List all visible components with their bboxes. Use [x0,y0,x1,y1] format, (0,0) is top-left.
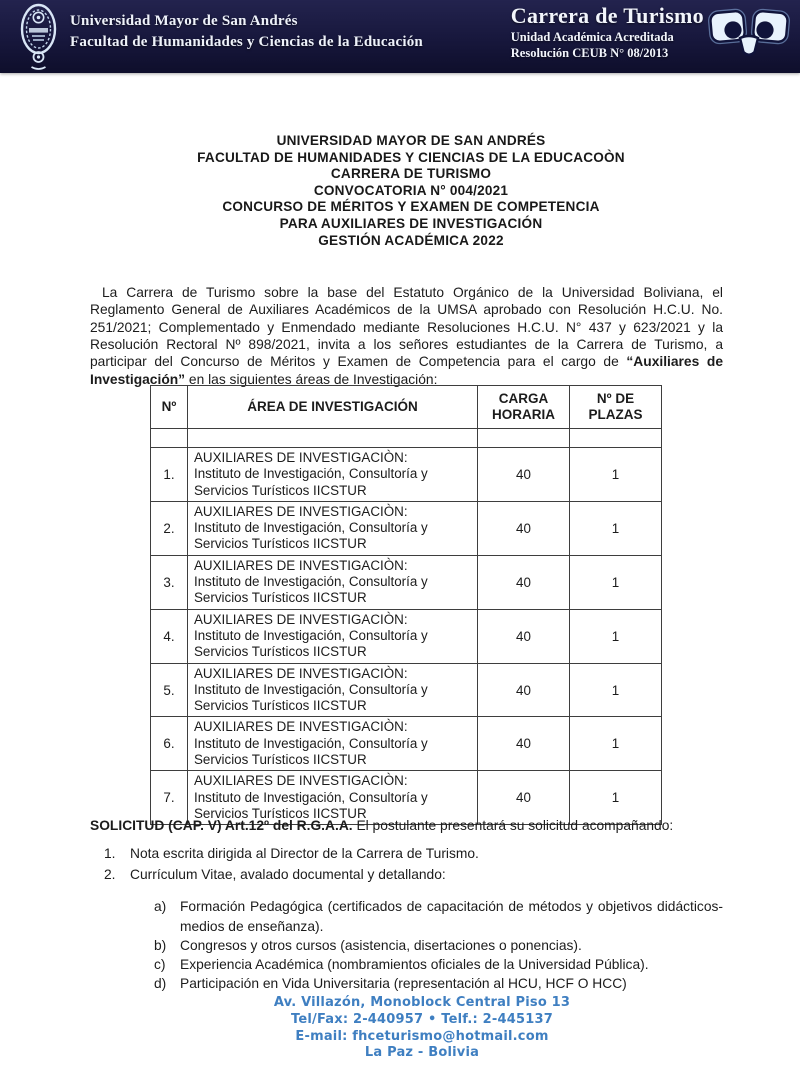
solicitud-heading-bold: SOLICITUD (CAP. V) Art.12º del R.G.A.A. [90,818,353,833]
row-plazas: 1 [570,663,662,717]
row-number: 4. [151,609,188,663]
table-row [151,501,662,555]
vacancies-table [150,385,662,825]
row-carga-horaria: 40 [478,448,570,502]
row-area-line3: Servicios Turísticos IICSTUR [194,752,367,768]
item-label: 1. [104,846,116,862]
row-plazas: 1 [570,448,662,502]
row-area-line2: Instituto de Investigación, Consultoría y [194,789,428,805]
row-plazas: 1 [570,501,662,555]
row-area-line1: AUXILIARES DE INVESTIGACIÒN: [194,450,408,465]
title-line: GESTIÓN ACADÉMICA 2022 [318,232,504,248]
header-accreditation: Unidad Académica Acreditada [510,30,674,44]
header-right-text [511,3,704,61]
solicitud-heading-rest: El postulante presentará su solicitud acompañando: [352,818,674,833]
document-title-block [11,133,800,249]
list-item [104,865,723,886]
row-carga-horaria: 40 [478,501,570,555]
solicitud-lettered-list [90,897,723,993]
header-resolution: Resolución CEUB N° 08/2013 [510,46,669,60]
row-area [188,609,478,663]
row-area-line2: Instituto de Investigación, Consultoría y [194,735,428,751]
list-item [104,844,723,865]
header-faculty: Facultad de Humanidades y Ciencias de la Educación [70,34,423,50]
title-line: CONCURSO DE MÉRITOS Y EXAMEN DE COMPETENCIA [222,199,600,215]
row-area-line1: AUXILIARES DE INVESTIGACIÒN: [194,719,408,735]
solicitud-numbered-list [90,844,723,885]
list-item [154,936,723,955]
footer-phones: Tel/Fax: 2-440957 • Telf.: 2-445137 [291,1011,553,1027]
row-area [188,501,478,555]
row-area-line3: Servicios Turísticos IICSTUR [194,590,367,606]
intro-paragraph [90,284,723,388]
intro-text-after: en las siguientes áreas de Investigación: [185,371,438,387]
row-plazas: 1 [570,555,662,609]
item-label: c) [154,957,166,973]
row-carga-horaria: 40 [478,555,570,609]
table-header-row [151,386,662,429]
header-university: Universidad Mayor de San Andrés [70,13,298,29]
row-area-line3: Servicios Turísticos IICSTUR [194,482,367,498]
intro-text-before: La Carrera de Turismo sobre la base del Estatuto Orgánico de la Universidad Boliviana, el Reglamento General de Auxiliares Académicos de la UMSA aprobado con Resolución H.C.U. No. 251/2021; Complementado y Enmendado mediante Resoluciones H.C.U. N° 437 y 623/2021 y la Resolución Rectoral Nº 898/2021, invita a los señores estudiantes de la Carrera de Turismo, a participar del Concurso de Méritos y Examen de Competencia para el cargo de [90,284,723,370]
title-line: CONVOCATORIA N° 004/2021 [313,182,509,198]
header-cell-area: ÁREA DE INVESTIGACIÓN [188,386,478,429]
item-label: d) [154,976,167,992]
table-row [151,663,662,717]
item-label: 2. [104,866,116,882]
row-area-line2: Instituto de Investigación, Consultoría y [194,681,428,697]
table-row [151,448,662,502]
item-text: Congresos y otros cursos (asistencia, disertaciones o ponencias). [180,937,582,953]
row-area-line2: Instituto de Investigación, Consultoría y [194,574,428,590]
title-line: CARRERA DE TURISMO [330,166,492,182]
row-area [188,555,478,609]
title-line: FACULTAD DE HUMANIDADES Y CIENCIAS DE LA EDUCACOÒN [197,149,625,165]
row-area-line1: AUXILIARES DE INVESTIGACIÒN: [194,773,408,789]
item-text: Formación Pedagógica (certificados de capacitación de métodos y objetivos didácticos-medios de enseñanza). [180,899,723,934]
item-text: Currículum Vitae, avalado documental y detallando: [130,866,446,882]
row-carga-horaria: 40 [478,609,570,663]
row-area-line3: Servicios Turísticos IICSTUR [194,698,367,714]
row-area-line2: Instituto de Investigación, Consultoría y [194,466,428,482]
footer-email: E-mail: fhceturismo@hotmail.com [295,1028,549,1044]
row-plazas: 1 [570,771,662,825]
row-plazas: 1 [570,609,662,663]
item-text: Experiencia Académica (nombramientos oficiales de la Universidad Pública). [180,957,649,973]
row-number: 6. [151,717,188,771]
intro-bold-phrase: “Auxiliares de Investigación” [90,354,723,387]
solicitud-section [90,817,723,993]
row-area-line2: Instituto de Investigación, Consultoría y [194,627,428,643]
row-area-line1: AUXILIARES DE INVESTIGACIÒN: [194,611,408,627]
footer-address: Av. Villazón, Monoblock Central Piso 13 [273,995,571,1010]
row-area-line3: Servicios Turísticos IICSTUR [194,805,367,821]
header-left-text [70,11,423,53]
row-area-line3: Servicios Turísticos IICSTUR [194,644,367,660]
row-number: 2. [151,501,188,555]
row-area-line2: Instituto de Investigación, Consultoría y [194,520,428,536]
table-row [151,609,662,663]
row-carga-horaria: 40 [478,717,570,771]
table-spacer-row [151,429,662,448]
item-text: Nota escrita dirigida al Director de la Carrera de Turismo. [130,846,479,862]
header-cell-carga: CARGA HORARIA [478,386,570,429]
title-line: UNIVERSIDAD MAYOR DE SAN ANDRÉS [276,133,546,148]
row-carga-horaria: 40 [478,663,570,717]
row-area [188,448,478,502]
item-label: b) [154,937,167,953]
footer-city: La Paz - Bolivia [364,1045,480,1061]
list-item [154,955,723,974]
table-row [151,717,662,771]
row-number: 7. [151,771,188,825]
umsa-emblem-icon [18,3,59,71]
item-text: Participación en Vida Universitaria (representación al HCU, HCF O HCC) [180,976,627,992]
footer-contact-block [22,995,800,1062]
solicitud-heading [90,817,723,834]
row-area-line1: AUXILIARES DE INVESTIGACIÒN: [194,557,408,573]
turismo-masks-logo-icon [706,7,792,61]
table-row [151,555,662,609]
row-area [188,717,478,771]
row-carga-horaria: 40 [478,771,570,825]
row-area-line1: AUXILIARES DE INVESTIGACIÒN: [194,665,408,681]
row-area-line1: AUXILIARES DE INVESTIGACIÒN: [194,503,408,519]
row-area [188,663,478,717]
item-label: a) [154,899,167,915]
row-area-line3: Servicios Turísticos IICSTUR [194,536,367,552]
header-cell-num: Nº [151,386,188,429]
row-number: 5. [151,663,188,717]
row-number: 1. [151,448,188,502]
header-cell-plazas: Nº DE PLAZAS [570,386,662,429]
list-item [154,897,723,935]
header-banner [0,0,800,73]
title-line: PARA AUXILIARES DE INVESTIGACIÓN [279,215,543,231]
row-plazas: 1 [570,717,662,771]
row-number: 3. [151,555,188,609]
list-item [154,974,723,993]
header-career: Carrera de Turismo [510,3,704,28]
